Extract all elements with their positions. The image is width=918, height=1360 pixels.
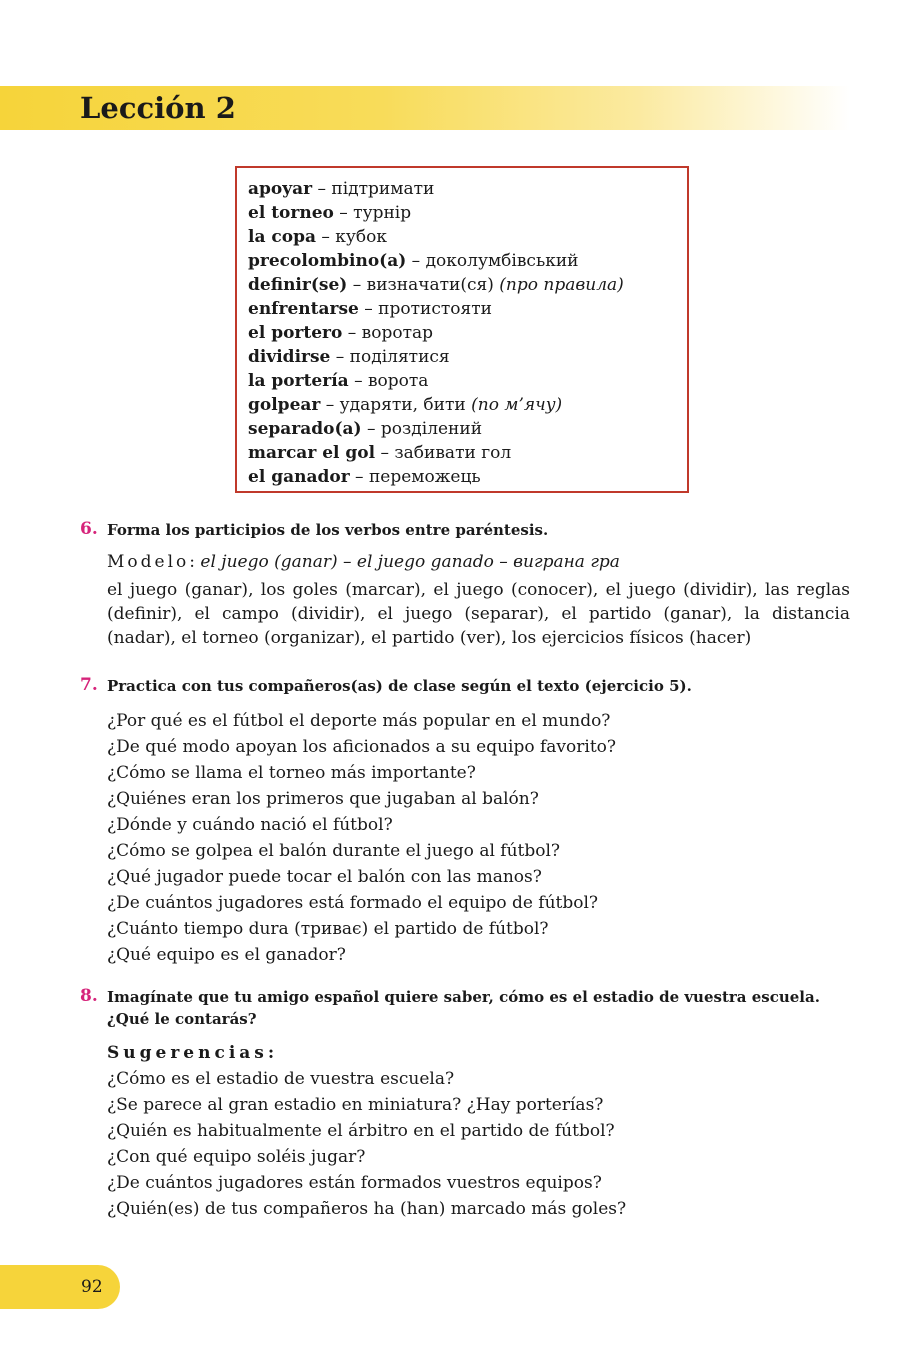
vocab-row <box>248 201 687 225</box>
vocab-row <box>248 177 687 201</box>
vocab-translation: – воротар <box>342 323 433 343</box>
suggestion-list <box>107 1066 850 1222</box>
exercise-instruction: Forma los participios de los verbos entre paréntesis. <box>107 521 549 539</box>
list-item: ¿Por qué es el fútbol el deporte más popular en el mundo? <box>107 711 611 731</box>
vocab-translation: – кубок <box>315 227 388 247</box>
list-item: ¿Qué equipo es el ganador? <box>107 945 346 965</box>
vocabulary-box <box>235 166 689 493</box>
vocab-translation: – розділений <box>361 419 483 439</box>
vocab-row <box>248 321 687 345</box>
list-item: ¿Con qué equipo soléis jugar? <box>107 1147 366 1167</box>
model-example: el juego (ganar) – el juego ganado – виграна гра <box>200 552 620 572</box>
vocab-translation: – ударяти, бити <box>320 395 472 415</box>
page-number: 92 <box>81 1277 103 1297</box>
vocab-translation: – турнір <box>333 203 412 223</box>
exercise-7 <box>80 675 850 968</box>
suggestions-label: Sugerencias: <box>107 1043 279 1063</box>
vocab-term: separado(a) <box>248 419 362 439</box>
lesson-title: Lección 2 <box>80 91 236 125</box>
vocab-row <box>248 441 687 465</box>
list-item: ¿Quién es habitualmente el árbitro en el partido de fútbol? <box>107 1121 615 1141</box>
vocab-note: (про правила) <box>499 275 624 295</box>
vocab-translation: – підтримати <box>312 179 435 199</box>
vocab-translation: – протистояти <box>358 299 492 319</box>
vocab-row <box>248 225 687 249</box>
list-item: ¿De cuántos jugadores están formados vuestros equipos? <box>107 1173 602 1193</box>
vocab-translation: – забивати гол <box>375 443 512 463</box>
vocab-term: apoyar <box>248 179 313 199</box>
vocab-translation: – поділятися <box>330 347 450 367</box>
vocab-term: golpear <box>248 395 321 415</box>
list-item: ¿De cuántos jugadores está formado el equipo de fútbol? <box>107 893 599 913</box>
list-item: ¿Cómo se llama el torneo más importante? <box>107 763 476 783</box>
vocab-row <box>248 297 687 321</box>
model-line <box>80 550 850 574</box>
list-item: ¿Qué jugador puede tocar el balón con las manos? <box>107 867 542 887</box>
vocab-term: el ganador <box>248 467 350 487</box>
vocab-translation: – доколумбівський <box>406 251 579 271</box>
vocab-row <box>248 369 687 393</box>
vocab-term: precolombino(a) <box>248 251 407 271</box>
list-item: ¿Se parece al gran estadio en miniatura? ¿Hay porterías? <box>107 1095 604 1115</box>
list-item: ¿Quién(es) de tus compañeros ha (han) marcado más goles? <box>107 1199 627 1219</box>
vocab-row <box>248 273 687 297</box>
vocab-term: definir(se) <box>248 275 348 295</box>
list-item: ¿Cómo se golpea el balón durante el juego al fútbol? <box>107 841 561 861</box>
vocab-note: (по м’ячу) <box>471 395 563 415</box>
model-label: Modelo <box>107 552 190 572</box>
vocab-row <box>248 345 687 369</box>
vocab-term: la portería <box>248 371 349 391</box>
list-item: ¿Dónde y cuándo nació el fútbol? <box>107 815 393 835</box>
vocab-term: el portero <box>248 323 343 343</box>
vocab-term: enfrentarse <box>248 299 359 319</box>
vocab-row <box>248 393 687 417</box>
list-item: ¿Cómo es el estadio de vuestra escuela? <box>107 1069 455 1089</box>
vocab-translation: – ворота <box>348 371 429 391</box>
exercise-number: 6. <box>80 519 98 539</box>
exercise-number: 7. <box>80 675 98 695</box>
list-item: ¿Quiénes eran los primeros que jugaban al balón? <box>107 789 539 809</box>
exercise-6 <box>80 519 850 650</box>
vocab-term: la copa <box>248 227 316 247</box>
model-colon: : <box>189 552 201 572</box>
vocab-term: el torneo <box>248 203 334 223</box>
exercise-number: 8. <box>80 986 98 1006</box>
exercise-body: el juego (ganar), los goles (marcar), el juego (conocer), el juego (dividir), las reglas (definir), el campo (dividir), el juego (separar), el partido (ganar), la distancia (nadar), el torneo (organizar), el partido (ver), los ejercicios físicos (hacer) <box>107 580 850 648</box>
vocab-row <box>248 249 687 273</box>
list-item: ¿De qué modo apoyan los aficionados a su equipo favorito? <box>107 737 616 757</box>
exercise-instruction: Practica con tus compañeros(as) de clase según el texto (ejercicio 5). <box>107 677 692 695</box>
vocab-term: dividirse <box>248 347 331 367</box>
vocab-translation: – визначати(ся) <box>347 275 500 295</box>
vocab-row <box>248 465 687 489</box>
exercise-instruction: Imagínate que tu amigo español quiere saber, cómo es el estadio de vuestra escuela. ¿Qué le contarás? <box>107 988 820 1028</box>
vocab-row <box>248 417 687 441</box>
exercise-8 <box>80 986 850 1222</box>
vocab-translation: – переможець <box>349 467 481 487</box>
list-item: ¿Cuánto tiempo dura (триває) el partido de fútbol? <box>107 919 549 939</box>
vocab-term: marcar el gol <box>248 443 376 463</box>
question-list <box>80 708 850 968</box>
